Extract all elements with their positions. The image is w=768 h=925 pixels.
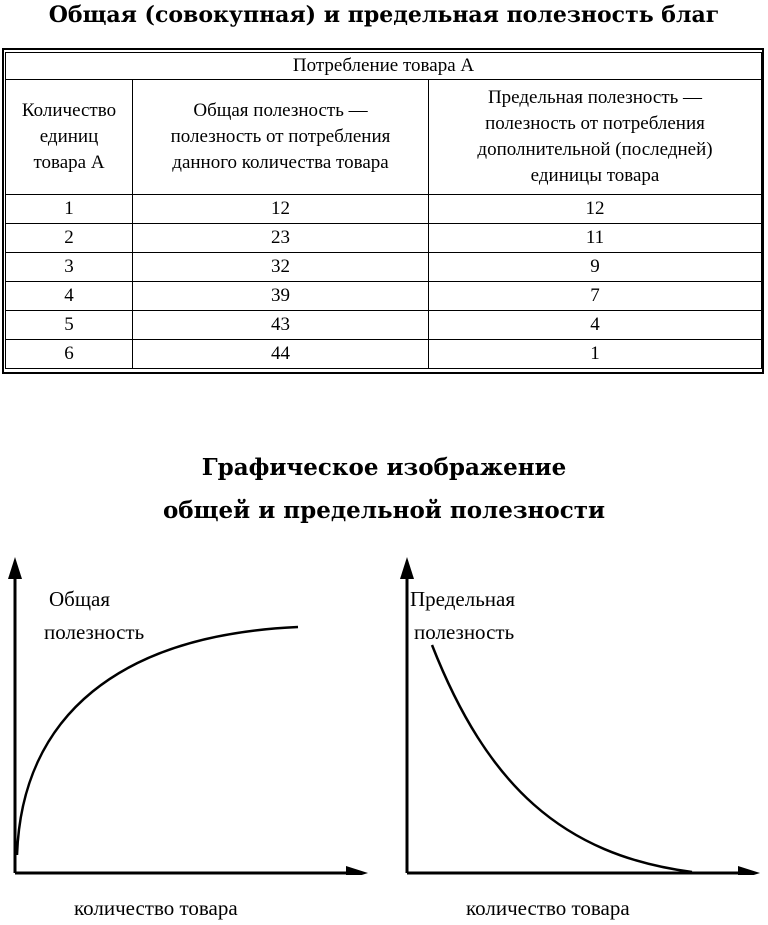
cell-total: 43 — [133, 311, 429, 340]
total-utility-curve — [17, 627, 298, 855]
header-total-utility: Общая полезность — полезность от потребления данного количества товара — [133, 80, 429, 195]
charts-heading: Графическое изображение общей и предельной полезности — [162, 454, 606, 524]
table-caption: Потребление товара А — [6, 53, 762, 80]
marginal-utility-label: Предельная полезность — [410, 587, 515, 644]
cell-quantity: 1 — [6, 195, 133, 224]
cell-marginal: 4 — [429, 311, 762, 340]
table-row — [6, 253, 762, 282]
table-row — [6, 224, 762, 253]
page-title: Общая (совокупная) и предельная полезность благ — [48, 2, 720, 28]
header-marginal-utility: Предельная полезность — полезность от потребления дополнительной (последней) единицы товара — [429, 80, 762, 195]
cell-total: 39 — [133, 282, 429, 311]
x-axis-arrow — [738, 866, 760, 875]
table-row — [6, 282, 762, 311]
y-axis-arrow — [8, 557, 22, 579]
cell-total: 23 — [133, 224, 429, 253]
marginal-utility-xlabel: количество товара — [466, 896, 630, 920]
cell-quantity: 2 — [6, 224, 133, 253]
utility-table — [5, 52, 762, 369]
cell-total: 12 — [133, 195, 429, 224]
table-row — [6, 340, 762, 369]
cell-marginal: 7 — [429, 282, 762, 311]
cell-marginal: 9 — [429, 253, 762, 282]
cell-quantity: 3 — [6, 253, 133, 282]
total-utility-xlabel: количество товара — [74, 896, 238, 920]
y-axis-arrow — [400, 557, 414, 579]
header-quantity: Количество единиц товара А — [6, 80, 133, 195]
cell-quantity: 5 — [6, 311, 133, 340]
x-axis-arrow — [346, 866, 368, 875]
cell-total: 44 — [133, 340, 429, 369]
cell-marginal: 11 — [429, 224, 762, 253]
total-utility-label: Общая полезность — [44, 587, 145, 644]
marginal-utility-curve — [432, 645, 692, 872]
cell-total: 32 — [133, 253, 429, 282]
cell-marginal: 1 — [429, 340, 762, 369]
table-row — [6, 195, 762, 224]
table-row — [6, 311, 762, 340]
cell-quantity: 4 — [6, 282, 133, 311]
cell-marginal: 12 — [429, 195, 762, 224]
cell-quantity: 6 — [6, 340, 133, 369]
